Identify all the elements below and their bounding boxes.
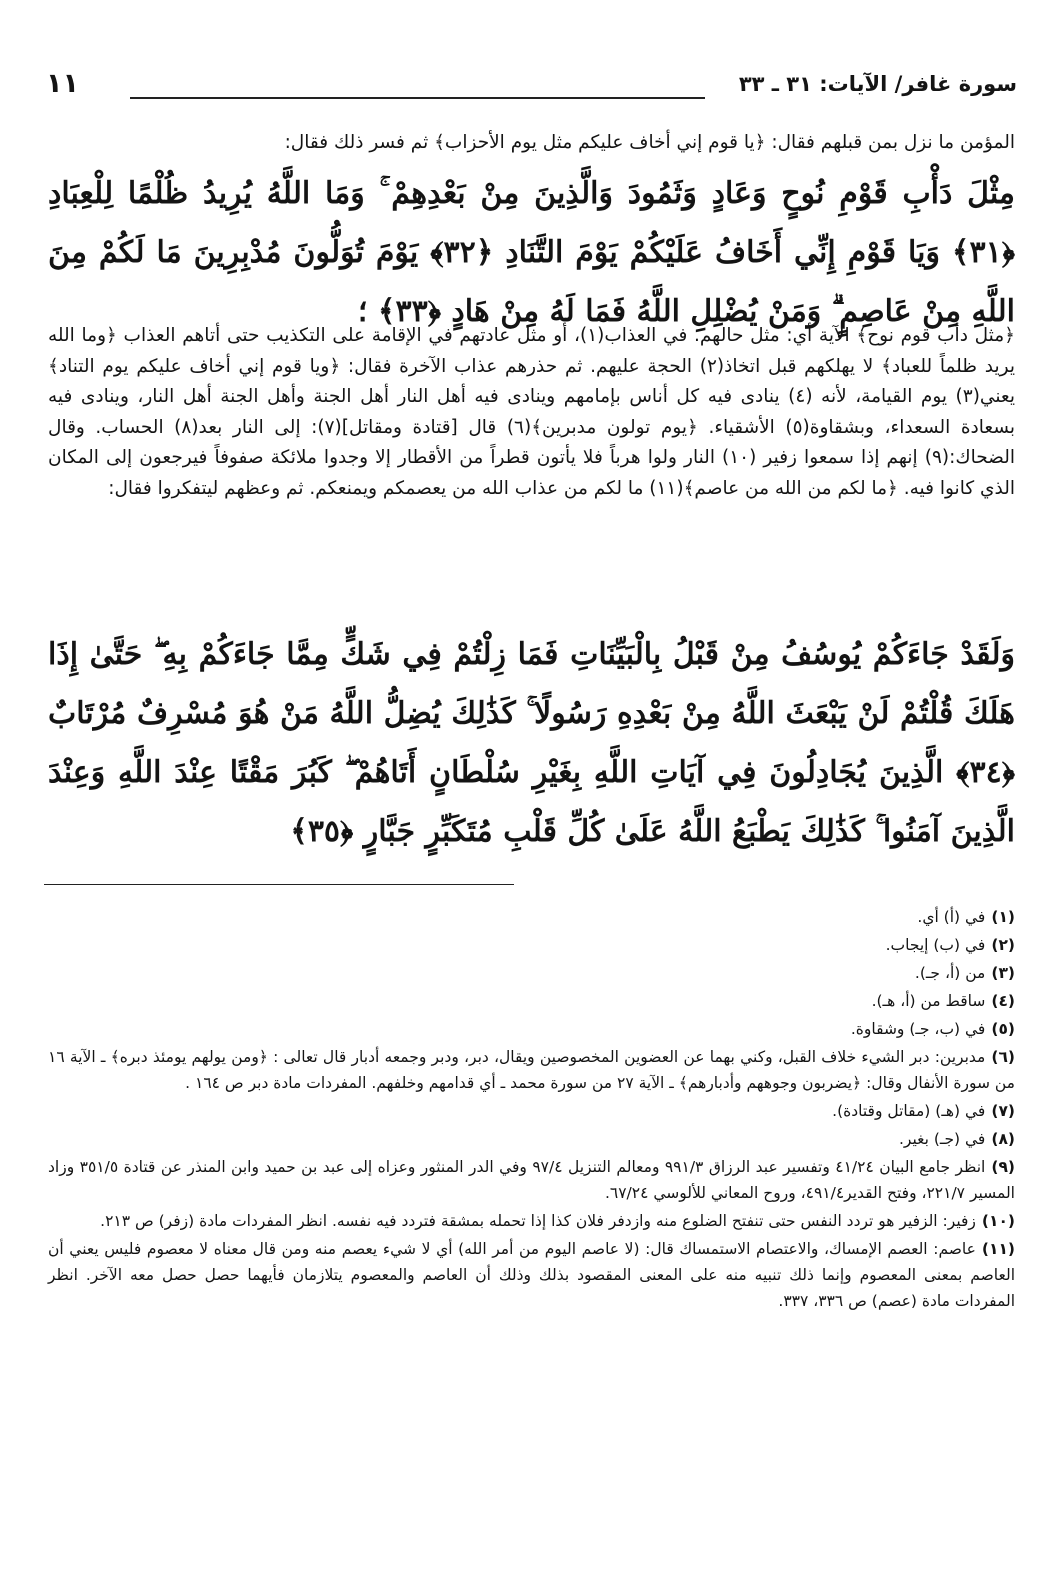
footnote-10 xyxy=(48,1208,1015,1234)
footnote-separator xyxy=(44,884,514,885)
footnote-2 xyxy=(48,932,1015,958)
footnote-8 xyxy=(48,1126,1015,1152)
footnotes xyxy=(48,904,1015,1316)
footnote-text: انظر جامع البيان ٤١/٢٤ وتفسير عبد الرزاق ٩٩١/٣ ومعالم التنزيل ٩٧/٤ وفي الدر المنثور وعزاه إلى عبد بن حميد وابن المنذر عن قتادة ٣٥١/٥ وزاد المسير ٢٢١/٧، وفتح القدير٤٩١/٤، وروح المعاني للألوسي ٦٧/٢٤. xyxy=(48,1158,1015,1202)
footnote-11 xyxy=(48,1236,1015,1314)
footnote-number: (١١) xyxy=(981,1240,1015,1258)
footnote-number: (٨) xyxy=(991,1130,1015,1148)
footnote-text: في (ب) إيجاب. xyxy=(885,936,986,954)
footnote-number: (٥) xyxy=(991,1020,1015,1038)
footnote-text: مدبرين: دبر الشيء خلاف القبل، وكني بهما عن العضوين المخصوصين ويقال، دبر، ودبر وجمعه أدبار قال تعالى : ﴿ومن يولهم يومئذ دبره﴾ ـ الآية ١٦ من سورة الأنفال وقال: ﴿يضربون وجوههم وأدبارهم﴾ ـ الآية ٢٧ من سورة محمد ـ أي قدامهم وخلفهم. المفردات مادة دبر ص ١٦٤ . xyxy=(48,1048,1015,1092)
page-header xyxy=(40,68,1017,112)
footnote-text: عاصم: العصم الإمساك، والاعتصام الاستمساك قال: (لا عاصم اليوم من أمر الله) أي لا شيء يعصم منه ومن قال معناه لا معصوم فليس يعني أن العاصم بمعنى المعصوم وإنما ذلك تنبيه منه على المعنى المقصود بذلك وذلك أن العاصم والمعصوم يتلازمان فأيهما حصل حصل معه الآخر. انظر المفردات مادة (عصم) ص ٣٣٦، ٣٣٧. xyxy=(48,1240,1015,1310)
footnote-text: من (أ، جـ). xyxy=(914,964,986,982)
intro-line: المؤمن ما نزل بمن قبلهم فقال: ﴿يا قوم إني أخاف عليكم مثل يوم الأحزاب﴾ ثم فسر ذلك فقال: xyxy=(284,132,1015,153)
footnote-number: (٩) xyxy=(991,1158,1015,1176)
footnote-number: (٣) xyxy=(991,964,1015,982)
footnote-6 xyxy=(48,1044,1015,1096)
footnote-text: في (هـ) (مقاتل وقتادة). xyxy=(832,1102,986,1120)
quran-verses-34-35: وَلَقَدْ جَاءَكُمْ يُوسُفُ مِنْ قَبْلُ بِالْبَيِّنَاتِ فَمَا زِلْتُمْ فِي شَكٍّ مِمَّا جَاءَكُمْ بِهِ ۖ حَتَّىٰ إِذَا هَلَكَ قُلْتُمْ لَنْ يَبْعَثَ اللَّهُ مِنْ بَعْدِهِ رَسُولًا ۚ كَذَٰلِكَ يُضِلُّ اللَّهُ مَنْ هُوَ مُسْرِفٌ مُرْتَابٌ ﴿٣٤﴾ الَّذِينَ يُجَادِلُونَ فِي آيَاتِ اللَّهِ بِغَيْرِ سُلْطَانٍ أَتَاهُمْ ۖ كَبُرَ مَقْتًا عِنْدَ اللَّهِ وَعِنْدَ الَّذِينَ آمَنُوا ۚ كَذَٰلِكَ يَطْبَعُ اللَّهُ عَلَىٰ كُلِّ قَلْبِ مُتَكَبِّرٍ جَبَّارٍ ﴿٣٥﴾ xyxy=(48,637,1015,849)
footnote-text: في (أ) أي. xyxy=(917,908,986,926)
footnote-number: (٦) xyxy=(991,1048,1015,1066)
footnote-1 xyxy=(48,904,1015,930)
footnote-number: (٧) xyxy=(991,1102,1015,1120)
footnote-text: في (جـ) بغير. xyxy=(898,1130,986,1148)
footnote-text: في (ب، جـ) وشقاوة. xyxy=(850,1020,986,1038)
footnote-text: زفير: الزفير هو تردد النفس حتى تنفتح الضلوع منه وازدفر فلان كذا إذا تحمله بمشقة فتردد فيه نفسه. انظر المفردات مادة (زفر) ص ٢١٣. xyxy=(100,1212,976,1230)
footnote-number: (٢) xyxy=(991,936,1015,954)
footnote-9 xyxy=(48,1154,1015,1206)
running-title: سورة غافر/ الآيات: ٣١ ـ ٣٣ xyxy=(738,72,1017,96)
footnote-number: (١) xyxy=(991,908,1015,926)
footnote-number: (١٠) xyxy=(981,1212,1015,1230)
footnote-3 xyxy=(48,960,1015,986)
footnote-4 xyxy=(48,988,1015,1014)
commentary-paragraph: ﴿مثل دأب قوم نوح﴾ الآية أي: مثل حالهم. في العذاب(١)، أو مثل عادتهم في الإقامة على التكذيب حتى أتاهم العذاب ﴿وما الله يريد ظلماً للعباد﴾ لا يهلكهم قبل اتخاذ(٢) الحجة عليهم. ثم حذرهم عذاب الآخرة فقال: ﴿ويا قوم إني أخاف عليكم يوم التناد﴾ يعني(٣) يوم القيامة، لأنه (٤) ينادى فيه كل أناس بإمامهم وينادى فيه أهل النار أهل الجنة وأهل الجنة أهل النار، وينادى فيه بسعادة السعداء، وبشقاوة(٥) الأشقياء. ﴿يوم تولون مدبرين﴾(٦) قال [قتادة ومقاتل](٧): إلى النار بعد(٨) الحساب. وقال الضحاك:(٩) إنهم إذا سمعوا زفير (١٠) النار ولوا هرباً فلا يأتون قطراً من الأقطار إلا وجدوا ملائكة صفوفاً فيرجعون إلى المكان الذي كانوا فيه. ﴿ما لكم من الله من عاصم﴾(١١) ما لكم من عذاب الله من يعصمكم ويمنعكم. ثم وعظهم ليتفكروا فقال: xyxy=(48,325,1015,499)
quran-verses-31-33: مِثْلَ دَأْبِ قَوْمِ نُوحٍ وَعَادٍ وَثَمُودَ وَالَّذِينَ مِنْ بَعْدِهِمْ ۚ وَمَا اللَّهُ يُرِيدُ ظُلْمًا لِلْعِبَادِ ﴿٣١﴾ وَيَا قَوْمِ إِنِّي أَخَافُ عَلَيْكُمْ يَوْمَ التَّنَادِ ﴿٣٢﴾ يَوْمَ تُوَلُّونَ مُدْبِرِينَ مَا لَكُمْ مِنَ اللَّهِ مِنْ عَاصِمٍ ۗ وَمَنْ يُضْلِلِ اللَّهُ فَمَا لَهُ مِنْ هَادٍ ﴿٣٣﴾ ؛ xyxy=(48,176,1015,329)
footnote-text: ساقط من (أ، هـ). xyxy=(871,992,986,1010)
footnote-number: (٤) xyxy=(991,992,1015,1010)
header-rule xyxy=(130,97,705,99)
footnote-5 xyxy=(48,1016,1015,1042)
footnote-7 xyxy=(48,1098,1015,1124)
page-number: ١١ xyxy=(46,68,79,99)
